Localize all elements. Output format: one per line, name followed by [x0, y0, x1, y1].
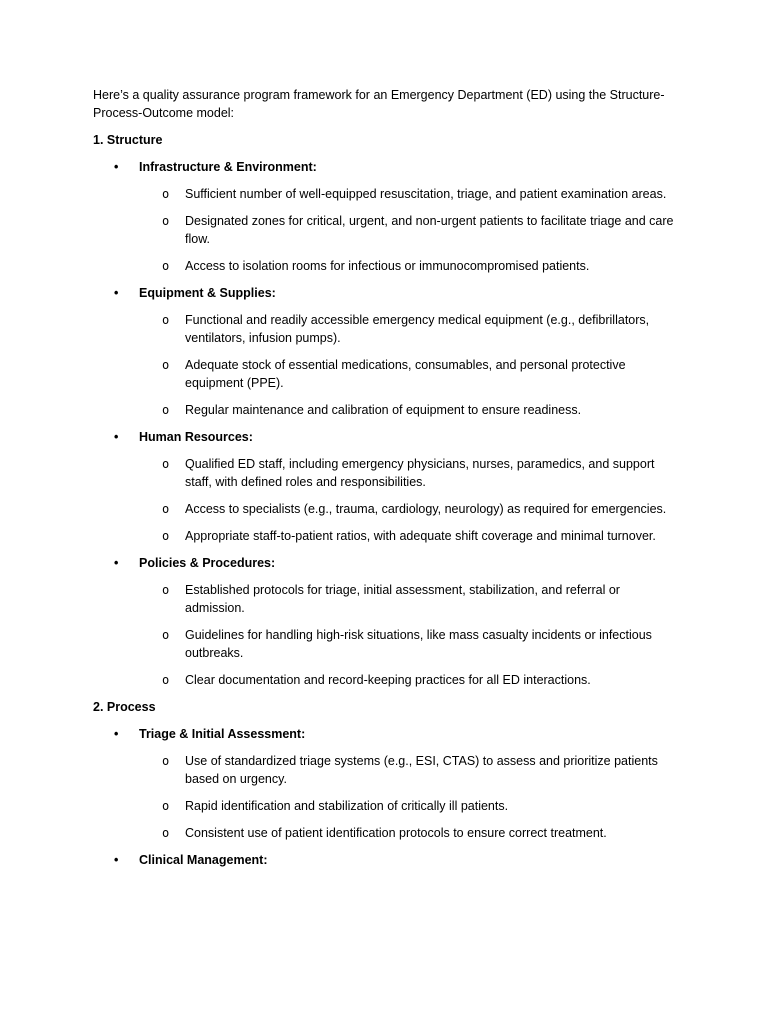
list-item-text: Access to specialists (e.g., trauma, cardiology, neurology) as required for emergencies. — [185, 502, 667, 516]
list-item — [93, 311, 678, 347]
list-item — [93, 671, 678, 689]
list-item-text: Rapid identification and stabilization of critically ill patients. — [185, 799, 509, 813]
group-title — [93, 851, 678, 869]
list-item-text: Functional and readily accessible emergency medical equipment (e.g., defibrillators, ventilators, infusion pumps). — [185, 313, 650, 345]
list-item-text: Designated zones for critical, urgent, and non-urgent patients to facilitate triage and care flow. — [185, 214, 674, 246]
sub-bullet-marker: o — [162, 214, 170, 228]
group-title — [93, 725, 678, 743]
list-item-text: Guidelines for handling high-risk situations, like mass casualty incidents or infectious outbreaks. — [185, 628, 652, 660]
sub-bullet-marker: o — [162, 313, 170, 327]
intro-paragraph: Here’s a quality assurance program framework for an Emergency Department (ED) using the Structure-Process-Outcome model: — [93, 88, 665, 120]
group-clinical-management — [93, 851, 678, 869]
list-item — [93, 797, 678, 815]
list-item-text: Appropriate staff-to-patient ratios, with adequate shift coverage and minimal turnover. — [185, 529, 656, 543]
list-item — [93, 581, 678, 617]
group-title — [93, 284, 678, 302]
sub-bullet-marker: o — [162, 673, 170, 687]
list-item — [93, 500, 678, 518]
list-item-text: Clear documentation and record-keeping practices for all ED interactions. — [185, 673, 591, 687]
group-title — [93, 428, 678, 446]
list-item — [93, 626, 678, 662]
sub-bullet-marker: o — [162, 754, 170, 768]
list-item — [93, 527, 678, 545]
sub-bullet-marker: o — [162, 502, 170, 516]
bullet-marker: • — [114, 430, 119, 444]
sub-bullet-marker: o — [162, 259, 170, 273]
list-item — [93, 824, 678, 842]
group-title — [93, 158, 678, 176]
group-equipment — [93, 284, 678, 419]
section-heading-structure: 1. Structure — [93, 133, 163, 147]
list-item-text: Established protocols for triage, initial assessment, stabilization, and referral or admission. — [185, 583, 620, 615]
list-item-text: Adequate stock of essential medications, consumables, and personal protective equipment (PPE). — [185, 358, 626, 390]
group-title-text: Human Resources: — [139, 430, 253, 444]
list-item-text: Use of standardized triage systems (e.g., ESI, CTAS) to assess and prioritize patients based on urgency. — [185, 754, 658, 786]
list-item-text: Access to isolation rooms for infectious or immunocompromised patients. — [185, 259, 590, 273]
group-policies — [93, 554, 678, 689]
list-item-text: Consistent use of patient identification protocols to ensure correct treatment. — [185, 826, 607, 840]
group-triage — [93, 725, 678, 842]
bullet-marker: • — [114, 160, 119, 174]
group-title — [93, 554, 678, 572]
bullet-marker: • — [114, 853, 119, 867]
document-body — [93, 86, 678, 878]
group-title-text: Infrastructure & Environment: — [139, 160, 317, 174]
group-title-text: Clinical Management: — [139, 853, 268, 867]
sub-bullet-marker: o — [162, 583, 170, 597]
list-item — [93, 752, 678, 788]
sub-bullet-marker: o — [162, 187, 170, 201]
sub-bullet-marker: o — [162, 799, 170, 813]
group-title-text: Equipment & Supplies: — [139, 286, 276, 300]
sub-bullet-marker: o — [162, 457, 170, 471]
sub-bullet-marker: o — [162, 529, 170, 543]
group-infrastructure — [93, 158, 678, 275]
list-item — [93, 455, 678, 491]
section-heading-process: 2. Process — [93, 700, 156, 714]
sub-bullet-marker: o — [162, 628, 170, 642]
group-human-resources — [93, 428, 678, 545]
bullet-marker: • — [114, 727, 119, 741]
list-item — [93, 356, 678, 392]
list-item-text: Sufficient number of well-equipped resuscitation, triage, and patient examination areas. — [185, 187, 667, 201]
list-item — [93, 401, 678, 419]
list-item — [93, 185, 678, 203]
bullet-marker: • — [114, 286, 119, 300]
list-item-text: Regular maintenance and calibration of equipment to ensure readiness. — [185, 403, 582, 417]
sub-bullet-marker: o — [162, 826, 170, 840]
group-title-text: Triage & Initial Assessment: — [139, 727, 306, 741]
list-item — [93, 257, 678, 275]
sub-bullet-marker: o — [162, 403, 170, 417]
group-title-text: Policies & Procedures: — [139, 556, 276, 570]
list-item — [93, 212, 678, 248]
list-item-text: Qualified ED staff, including emergency physicians, nurses, paramedics, and support staff, with defined roles and responsibilities. — [185, 457, 655, 489]
sub-bullet-marker: o — [162, 358, 170, 372]
bullet-marker: • — [114, 556, 119, 570]
